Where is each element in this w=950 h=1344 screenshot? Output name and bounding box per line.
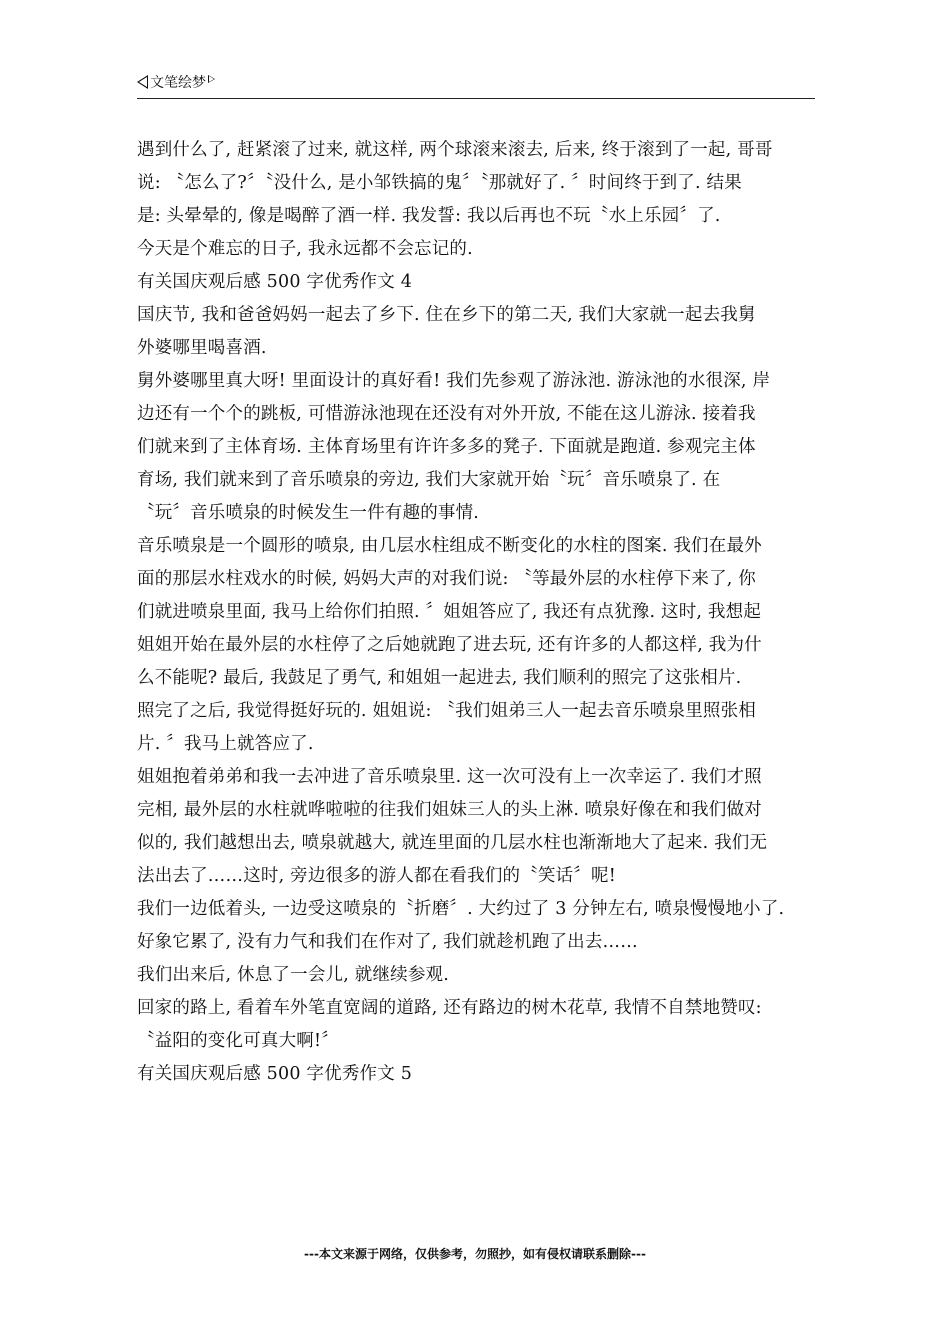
text-line: 舅外婆哪里真大呀! 里面设计的真好看! 我们先参观了游泳池. 游泳池的水很深, 岸 — [137, 371, 771, 391]
text-line: 们就来到了主体育场. 主体育场里有许许多多的凳子. 下面就是跑道. 参观完主体 — [137, 437, 756, 457]
text-line: 国庆节, 我和爸爸妈妈一起去了乡下. 住在乡下的第二天, 我们大家就一起去我舅 — [137, 305, 756, 325]
text-line: 育场, 我们就来到了音乐喷泉的旁边, 我们大家就开始〝玩〞音乐喷泉了. 在 — [137, 470, 721, 490]
text-line: 回家的路上, 看着车外笔直宽阔的道路, 还有路边的树木花草, 我情不自禁地赞叹: — [137, 998, 762, 1018]
triangle-left-icon — [137, 75, 148, 89]
text-line: 好象它累了, 没有力气和我们在作对了, 我们就趁机跑了出去…… — [137, 932, 638, 952]
text-line: 我们一边低着头, 一边受这喷泉的〝折磨〞. 大约过了 3 分钟左右, 喷泉慢慢地小了. — [137, 899, 785, 919]
text-line: 有关国庆观后感 500 字优秀作文 5 — [137, 1064, 413, 1084]
text-line: 音乐喷泉是一个圆形的喷泉, 由几层水柱组成不断变化的水柱的图案. 我们在最外 — [137, 536, 762, 556]
text-line: 完相, 最外层的水柱就哗啦啦的往我们姐妹三人的头上淋. 喷泉好像在和我们做对 — [137, 800, 762, 820]
text-line: 今天是个难忘的日子, 我永远都不会忘记的. — [137, 239, 473, 259]
page-header — [137, 70, 815, 99]
text-line: 似的, 我们越想出去, 喷泉就越大, 就连里面的几层水柱也渐渐地大了起来. 我们无 — [137, 833, 768, 853]
text-line: 么不能呢? 最后, 我鼓足了勇气, 和姐姐一起进去, 我们顺利的照完了这张相片. — [137, 668, 742, 688]
text-line: 〝益阳的变化可真大啊!〞 — [137, 1031, 339, 1051]
text-line: 面的那层水柱戏水的时候, 妈妈大声的对我们说: 〝等最外层的水柱停下来了, 你 — [137, 569, 757, 589]
text-line: 外婆哪里喝喜酒. — [137, 338, 267, 358]
text-line: 我们出来后, 休息了一会儿, 就继续参观. — [137, 965, 450, 985]
document-body — [137, 134, 817, 1091]
text-line: 照完了之后, 我觉得挺好玩的. 姐姐说: 〝我们姐弟三人一起去音乐喷泉里照张相 — [137, 701, 757, 721]
text-line: 〝玩〞音乐喷泉的时候发生一件有趣的事情. — [137, 503, 480, 523]
text-line: 有关国庆观后感 500 字优秀作文 4 — [137, 272, 413, 292]
text-line: 姐姐抱着弟弟和我一去冲进了音乐喷泉里. 这一次可没有上一次幸运了. 我们才照 — [137, 767, 762, 787]
text-line: 是: 头晕晕的, 像是喝醉了酒一样. 我发誓: 我以后再也不玩〝水上乐园〞了. — [137, 206, 721, 226]
logo-text: 文笔绘梦 — [150, 75, 206, 91]
text-line: 片. 〞我马上就答应了. — [137, 734, 314, 754]
text-line: 们就进喷泉里面, 我马上给你们拍照. 〞姐姐答应了, 我还有点犹豫. 这时, 我想起 — [137, 602, 762, 622]
text-line: 法出去了……这时, 旁边很多的游人都在看我们的〝笑话〞呢! — [137, 866, 616, 886]
text-line: 边还有一个个的跳板, 可惜游泳池现在还没有对外开放, 不能在这儿游泳. 接着我 — [137, 404, 756, 424]
triangle-right-icon — [208, 75, 215, 83]
text-line: 说: 〝怎么了?〞〝没什么, 是小邹铁搞的鬼〞〝那就好了. 〞时间终于到了. 结果 — [137, 173, 742, 193]
text-line: 遇到什么了, 赶紧滚了过来, 就这样, 两个球滚来滚去, 后来, 终于滚到了一起, 哥哥 — [137, 140, 773, 160]
footer-disclaimer: ---本文来源于网络，仅供参考，勿照抄，如有侵权请联系删除--- — [304, 1247, 646, 1261]
text-line: 姐姐开始在最外层的水柱停了之后她就跑了进去玩, 还有许多的人都这样, 我为什 — [137, 635, 762, 655]
logo — [137, 72, 215, 92]
